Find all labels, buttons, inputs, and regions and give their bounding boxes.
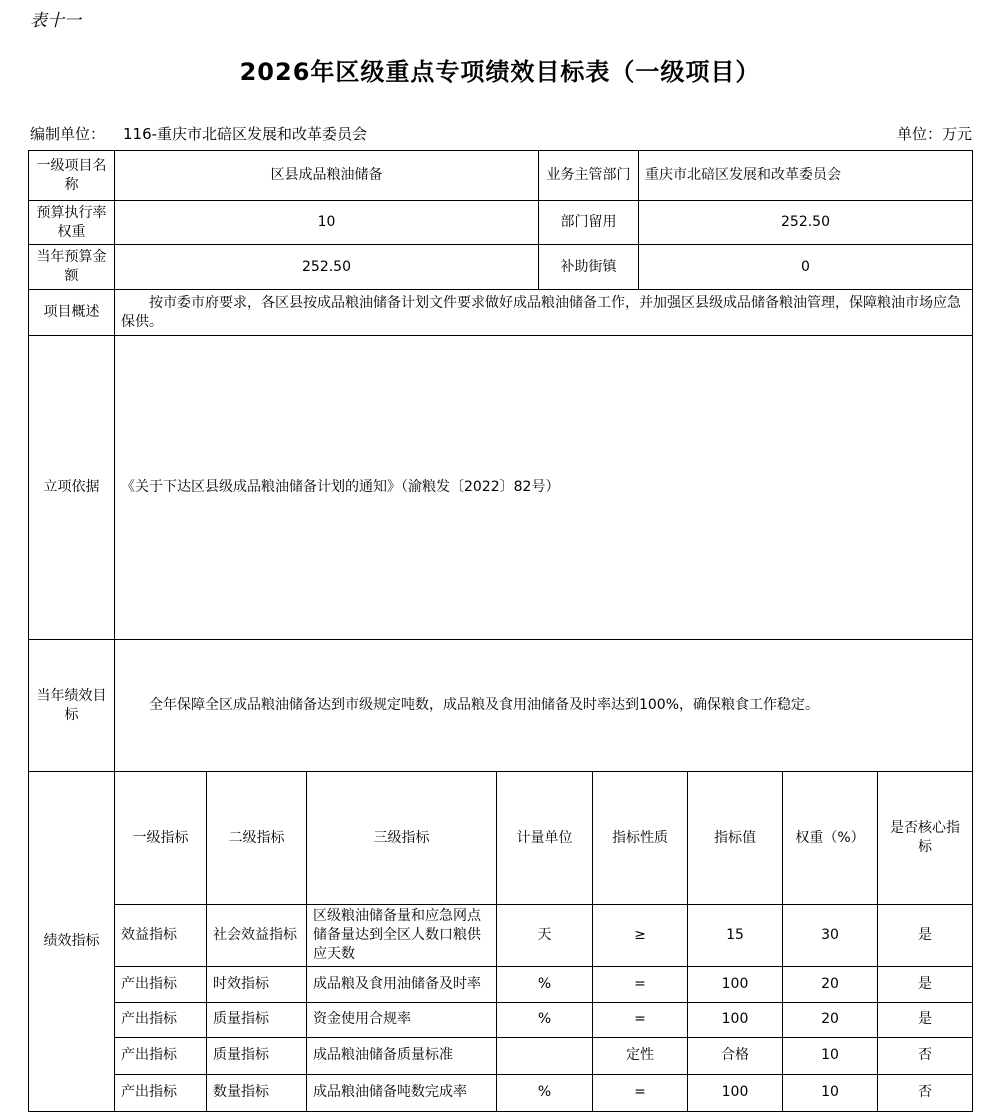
indicator-cell-level2: 数量指标 [207, 1074, 307, 1111]
table-row [29, 640, 973, 772]
indicator-cell-value: 15 [688, 905, 783, 967]
indicator-cell-level2: 时效指标 [207, 966, 307, 1002]
indicator-header-level3: 三级指标 [307, 772, 497, 905]
indicator-row [29, 905, 973, 967]
table-row [29, 290, 973, 336]
indicator-cell-level3: 成品粮油储备吨数完成率 [307, 1074, 497, 1111]
indicator-cell-nature: 定性 [593, 1037, 688, 1074]
indicator-cell-unit: 天 [497, 905, 593, 967]
indicator-cell-weight: 10 [783, 1037, 878, 1074]
indicator-header-core: 是否核心指标 [878, 772, 973, 905]
indicator-cell-value: 100 [688, 1074, 783, 1111]
indicator-cell-value: 100 [688, 1002, 783, 1037]
subsidy-value-cell: 0 [639, 245, 973, 290]
dept-value-cell: 重庆市北碚区发展和改革委员会 [639, 151, 973, 201]
project-name-value-cell: 区县成品粮油储备 [115, 151, 539, 201]
project-name-label-cell: 一级项目名称 [29, 151, 115, 201]
table-number-label: 表十一 [30, 11, 81, 31]
indicator-cell-core: 是 [878, 905, 973, 967]
indicator-cell-unit: % [497, 1074, 593, 1111]
unit-label: 单位：万元 [896, 125, 972, 143]
indicator-cell-unit [497, 1037, 593, 1074]
indicator-cell-weight: 30 [783, 905, 878, 967]
indicators-section-label-cell: 绩效指标 [29, 772, 115, 1112]
indicator-cell-level1: 产出指标 [115, 1002, 207, 1037]
indicator-header-nature: 指标性质 [593, 772, 688, 905]
table-row [29, 336, 973, 640]
subsidy-label-cell: 补助街镇 [539, 245, 639, 290]
indicator-header-level2: 二级指标 [207, 772, 307, 905]
basis-value-cell: 《关于下达区县级成品粮油储备计划的通知》（渝粮发〔2022〕82号） [115, 336, 973, 640]
indicator-header-unit: 计量单位 [497, 772, 593, 905]
indicator-cell-level1: 效益指标 [115, 905, 207, 967]
table-row [29, 201, 973, 245]
indicator-cell-nature: ≥ [593, 905, 688, 967]
annual-goal-label-cell: 当年绩效目标 [29, 640, 115, 772]
indicator-cell-weight: 10 [783, 1074, 878, 1111]
indicator-row [29, 966, 973, 1002]
indicator-cell-level1: 产出指标 [115, 1074, 207, 1111]
budget-rate-label-cell: 预算执行率权重 [29, 201, 115, 245]
indicators-header-row [29, 772, 973, 905]
indicator-cell-level3: 区级粮油储备量和应急网点储备量达到全区人数口粮供应天数 [307, 905, 497, 967]
indicator-row [29, 1037, 973, 1074]
overview-label-cell: 项目概述 [29, 290, 115, 336]
indicator-cell-nature: = [593, 1074, 688, 1111]
indicator-cell-value: 合格 [688, 1037, 783, 1074]
prepared-by-label: 编制单位： [30, 125, 106, 143]
indicator-cell-nature: = [593, 966, 688, 1002]
indicator-cell-weight: 20 [783, 966, 878, 1002]
indicator-header-weight: 权重（%） [783, 772, 878, 905]
indicator-cell-weight: 20 [783, 1002, 878, 1037]
indicator-header-level1: 一级指标 [115, 772, 207, 905]
indicator-cell-value: 100 [688, 966, 783, 1002]
indicator-row [29, 1002, 973, 1037]
overview-value-cell: 按市委市府要求，各区县按成品粮油储备计划文件要求做好成品粮油储备工作，并加强区县级成品储备粮油管理，保障粮油市场应急保供。 [115, 290, 973, 336]
dept-retain-label-cell: 部门留用 [539, 201, 639, 245]
budget-label-cell: 当年预算金额 [29, 245, 115, 290]
annual-goal-value-cell: 全年保障全区成品粮油储备达到市级规定吨数，成品粮及食用油储备及时率达到100%，确保粮食工作稳定。 [115, 640, 973, 772]
indicator-cell-level2: 社会效益指标 [207, 905, 307, 967]
table-row [29, 245, 973, 290]
dept-label-cell: 业务主管部门 [539, 151, 639, 201]
indicator-cell-core: 否 [878, 1074, 973, 1111]
indicator-cell-level3: 资金使用合规率 [307, 1002, 497, 1037]
indicator-cell-core: 是 [878, 1002, 973, 1037]
indicator-cell-unit: % [497, 966, 593, 1002]
form-table-container [28, 150, 972, 1112]
indicator-header-value: 指标值 [688, 772, 783, 905]
indicator-cell-level2: 质量指标 [207, 1037, 307, 1074]
page-title: 2026年区级重点专项绩效目标表（一级项目） [239, 58, 761, 86]
indicator-cell-level2: 质量指标 [207, 1002, 307, 1037]
indicator-cell-level3: 成品粮油储备质量标准 [307, 1037, 497, 1074]
basis-label-cell: 立项依据 [29, 336, 115, 640]
prepared-by [30, 123, 367, 144]
prepared-by-value: 116-重庆市北碚区发展和改革委员会 [123, 125, 368, 143]
dept-retain-value-cell: 252.50 [639, 201, 973, 245]
indicator-cell-nature: = [593, 1002, 688, 1037]
table-row [29, 151, 973, 201]
indicator-cell-core: 是 [878, 966, 973, 1002]
budget-value-cell: 252.50 [115, 245, 539, 290]
indicator-cell-core: 否 [878, 1037, 973, 1074]
indicator-cell-level1: 产出指标 [115, 966, 207, 1002]
indicators-table [28, 771, 973, 1112]
indicator-cell-unit: % [497, 1002, 593, 1037]
project-info-table [28, 150, 973, 772]
indicator-row [29, 1074, 973, 1111]
indicator-cell-level1: 产出指标 [115, 1037, 207, 1074]
budget-rate-value-cell: 10 [115, 201, 539, 245]
indicator-cell-level3: 成品粮及食用油储备及时率 [307, 966, 497, 1002]
